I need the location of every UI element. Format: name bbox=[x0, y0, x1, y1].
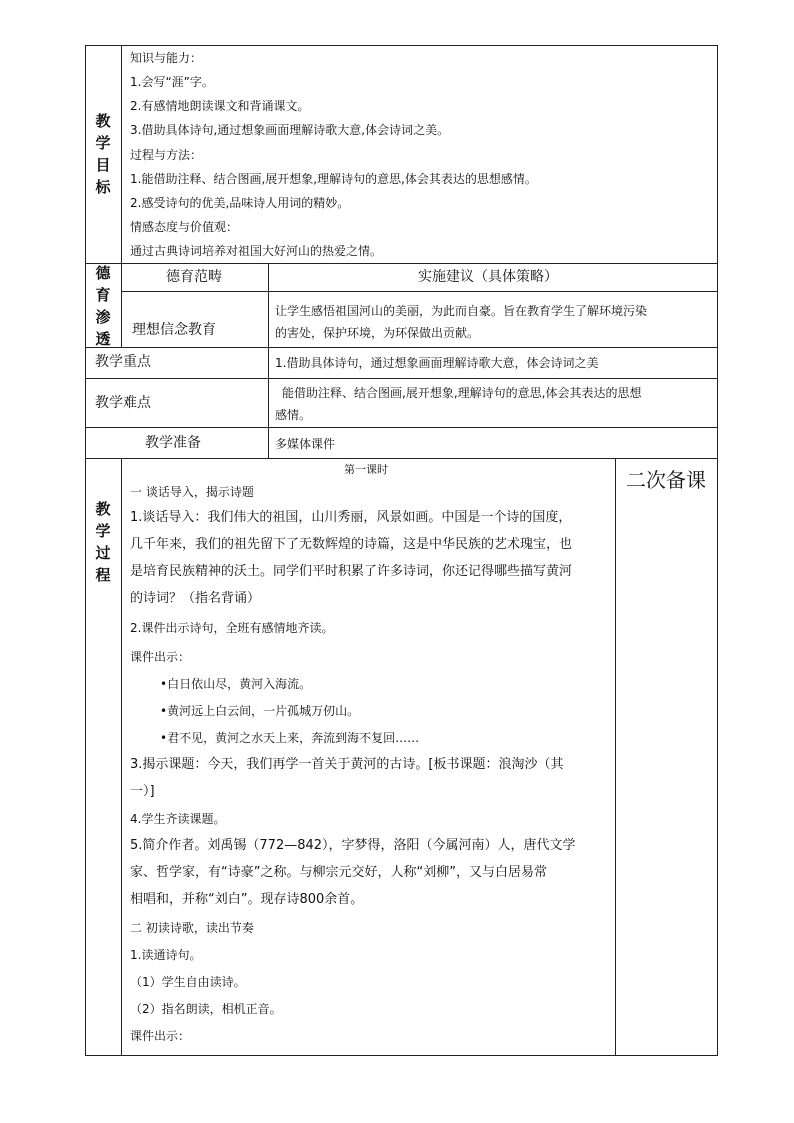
moral-col2-title: 实施建议（具体策略） bbox=[418, 269, 558, 285]
second-prep-title: 二次备课 bbox=[626, 468, 706, 492]
col-divider-objectives bbox=[121, 45, 122, 347]
process-line: 家、哲学家，有“诗豪”之称。与柳宗元交好，人称“刘柳”，又与白居易常 bbox=[130, 865, 547, 880]
process-line: 一 谈话导入，揭示诗题 bbox=[130, 485, 254, 499]
objective-line: 情感态度与价值观： bbox=[130, 220, 239, 234]
poem-bullet-line: •君不见，黄河之水天上来，奔流到海不复回…… bbox=[160, 731, 420, 745]
process-line: 1.读通诗句。 bbox=[130, 948, 202, 962]
process-line: 4.学生齐读课题。 bbox=[130, 812, 226, 826]
objectives-header bbox=[85, 110, 121, 198]
row-divider-prep bbox=[85, 458, 717, 459]
process-line: 3.揭示课题：今天，我们再学一首关于黄河的古诗。[板书课题：浪淘沙（其 bbox=[130, 757, 564, 772]
objective-line: 2.有感情地朗读课文和背诵课文。 bbox=[130, 99, 310, 113]
objective-line: 知识与能力： bbox=[130, 51, 203, 65]
difficulty-label: 教学难点 bbox=[95, 395, 151, 411]
process-line: 几千年来，我们的祖先留下了无数辉煌的诗篇，这是中华民族的艺术瑰宝，也 bbox=[130, 537, 573, 552]
objective-line: 3.借助具体诗句,通过想象画面理解诗歌大意,体会诗词之美。 bbox=[130, 123, 450, 137]
moral-col1-title: 德育范畴 bbox=[166, 269, 222, 285]
process-header-char: 学 bbox=[95, 522, 111, 540]
row-divider-key bbox=[85, 378, 717, 379]
process-line: 相唱和，并称“刘白”。现存诗800余首。 bbox=[130, 892, 364, 907]
border-bottom bbox=[85, 1055, 717, 1056]
process-line: 二 初读诗歌，读出节奏 bbox=[130, 921, 254, 935]
col-divider-key bbox=[268, 347, 269, 458]
process-header bbox=[85, 498, 121, 586]
poem-bullet-line: •白日依山尽，黄河入海流。 bbox=[160, 677, 312, 691]
process-line: 1.谈话导入：我们伟大的祖国，山川秀丽，风景如画。中国是一个诗的国度， bbox=[130, 510, 572, 525]
preparation-text: 多媒体课件 bbox=[275, 437, 336, 451]
process-line: 2.课件出示诗句，全班有感情地齐读。 bbox=[130, 621, 334, 635]
process-line: （1）学生自由读诗。 bbox=[130, 975, 246, 989]
process-line: 的诗词？（指名背诵） bbox=[130, 591, 261, 606]
process-line: 5.简介作者。刘禹锡（772—842），字梦得，洛阳（今属河南）人，唐代文学 bbox=[130, 838, 576, 853]
key-point-text: 1.借助具体诗句，通过想象画面理解诗歌大意，体会诗词之美 bbox=[275, 356, 599, 370]
objective-line: 通过古典诗词培养对祖国大好河山的热爱之情。 bbox=[130, 244, 383, 258]
process-header-char: 程 bbox=[95, 566, 111, 584]
difficulty-line: 能借助注释、结合图画,展开想象,理解诗句的意思,体会其表达的思想 bbox=[282, 386, 642, 400]
row-divider-objectives bbox=[85, 263, 717, 264]
process-header-char: 过 bbox=[95, 544, 111, 562]
process-line: 是培育民族精神的沃土。同学们平时积累了许多诗词，你还记得哪些描写黄河 bbox=[130, 564, 573, 579]
difficulty-line: 感情。 bbox=[275, 408, 312, 422]
objectives-header-char: 标 bbox=[95, 178, 111, 196]
moral-header-char: 渗 bbox=[95, 308, 111, 326]
key-point-label: 教学重点 bbox=[95, 354, 151, 370]
process-line: 课件出示： bbox=[130, 1029, 191, 1043]
col-divider-moral bbox=[268, 263, 269, 347]
lesson-title: 第一课时 bbox=[344, 463, 388, 476]
objectives-header-char: 目 bbox=[95, 156, 111, 174]
border-top bbox=[85, 45, 717, 46]
moral-header bbox=[85, 262, 121, 350]
objective-line: 1.会写“涯”字。 bbox=[130, 75, 214, 89]
moral-category: 理想信念教育 bbox=[132, 322, 216, 338]
moral-header-char: 德 bbox=[95, 264, 111, 282]
objective-line: 1.能借助注释、结合图画,展开想象,理解诗句的意思,体会其表达的思想感情。 bbox=[130, 172, 537, 186]
objective-line: 过程与方法： bbox=[130, 148, 203, 162]
objectives-header-char: 学 bbox=[95, 134, 111, 152]
moral-header-divider bbox=[121, 291, 717, 292]
row-divider-moral bbox=[85, 347, 717, 348]
border-right bbox=[717, 45, 718, 1056]
moral-header-char: 育 bbox=[95, 286, 111, 304]
row-divider-difficulty bbox=[85, 427, 717, 428]
process-line: 课件出示： bbox=[130, 650, 191, 664]
process-header-char: 教 bbox=[95, 500, 111, 518]
process-line: 一）] bbox=[130, 784, 155, 799]
moral-suggestion-line: 的害处，保护环境，为环保做出贡献。 bbox=[275, 326, 480, 340]
objectives-header-char: 教 bbox=[95, 112, 111, 130]
poem-bullet-line: •黄河远上白云间，一片孤城万仞山。 bbox=[160, 704, 360, 718]
process-line: （2）指名朗读，相机正音。 bbox=[130, 1002, 282, 1016]
moral-header-char: 透 bbox=[95, 330, 111, 348]
col-divider-process-left bbox=[121, 458, 122, 1055]
col-divider-process-right bbox=[615, 458, 616, 1055]
moral-suggestion-line: 让学生感悟祖国河山的美丽，为此而自豪。旨在教育学生了解环境污染 bbox=[275, 304, 648, 318]
preparation-label: 教学准备 bbox=[145, 435, 201, 451]
objective-line: 2.感受诗句的优美,品味诗人用词的精妙。 bbox=[130, 196, 350, 210]
